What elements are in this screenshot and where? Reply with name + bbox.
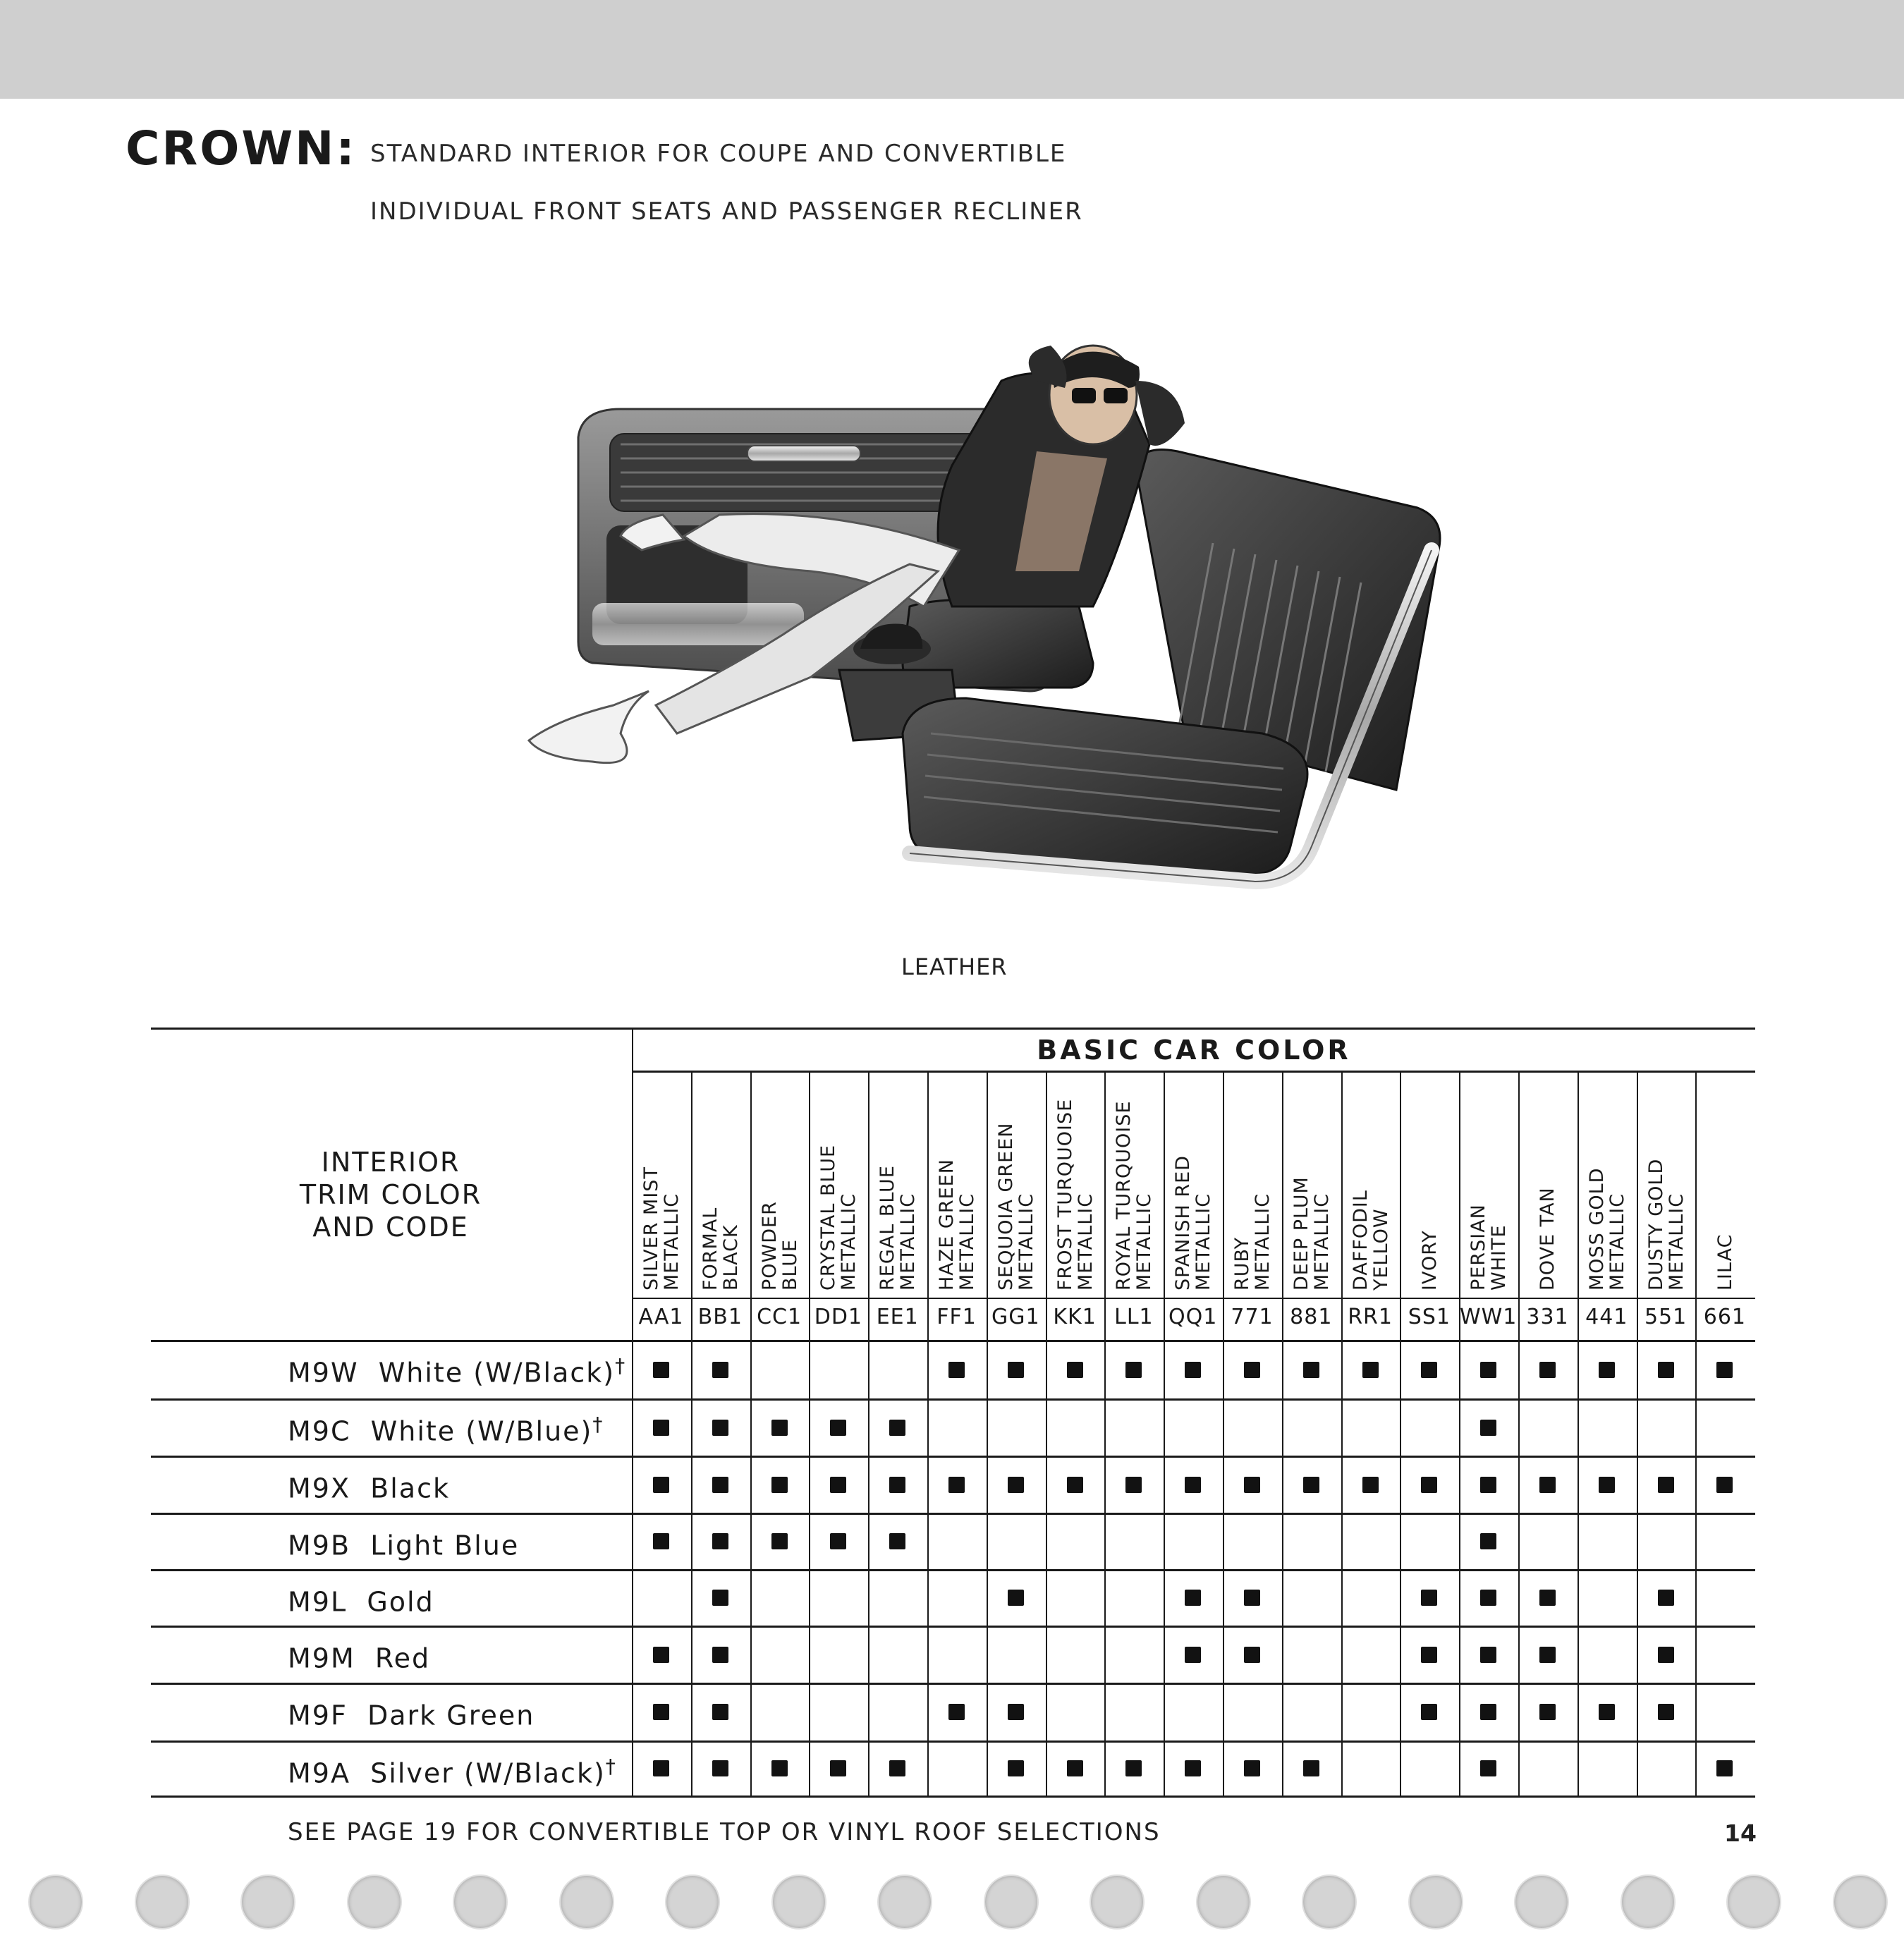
column-header-color-name <box>1646 1159 1687 1291</box>
binder-hole <box>28 1874 83 1929</box>
availability-mark <box>948 1704 965 1720</box>
table-rule <box>151 1513 1755 1515</box>
availability-mark <box>948 1362 965 1378</box>
availability-mark <box>1008 1590 1024 1606</box>
availability-mark <box>712 1362 728 1378</box>
availability-mark <box>1244 1362 1260 1378</box>
column-color-code: CC1 <box>757 1305 803 1329</box>
column-header-line: CRYSTAL BLUE <box>817 1144 840 1291</box>
column-header-color-name <box>996 1123 1037 1291</box>
binder-hole <box>240 1874 295 1929</box>
table-column-rule <box>868 1071 869 1796</box>
binder-hole <box>771 1874 826 1929</box>
availability-mark <box>712 1760 728 1776</box>
binder-hole <box>1408 1874 1463 1929</box>
column-header-line: REGAL BLUE <box>877 1165 899 1291</box>
column-header-color-name <box>1537 1187 1558 1291</box>
column-header-line: BLACK <box>719 1224 742 1291</box>
availability-mark <box>1067 1477 1083 1493</box>
trim-name: Red <box>374 1642 431 1674</box>
column-header-color-name <box>818 1145 859 1291</box>
binder-hole <box>1090 1874 1145 1929</box>
column-header-line: METALLIC <box>1665 1193 1688 1291</box>
availability-mark <box>1421 1477 1437 1493</box>
availability-mark <box>771 1533 788 1549</box>
availability-mark <box>1599 1704 1615 1720</box>
binder-hole <box>1621 1874 1676 1929</box>
availability-mark <box>771 1420 788 1436</box>
availability-mark <box>1480 1590 1496 1606</box>
column-header-color-name <box>1173 1155 1214 1291</box>
availability-mark <box>1421 1590 1437 1606</box>
column-header-line: LILAC <box>1714 1233 1736 1291</box>
table-rule <box>151 1683 1755 1685</box>
table-column-rule <box>1282 1071 1283 1796</box>
column-header-color-name <box>1715 1233 1735 1291</box>
binder-hole <box>1196 1874 1251 1929</box>
availability-mark <box>1480 1704 1496 1720</box>
availability-mark <box>712 1533 728 1549</box>
availability-mark <box>1185 1362 1201 1378</box>
table-column-rule <box>927 1071 929 1796</box>
table-column-rule <box>1695 1071 1697 1796</box>
availability-mark <box>1303 1362 1319 1378</box>
availability-mark <box>1658 1590 1674 1606</box>
column-header-color-name <box>700 1207 741 1291</box>
availability-mark <box>889 1760 905 1776</box>
column-color-code: 551 <box>1644 1305 1688 1329</box>
column-color-code: QQ1 <box>1168 1305 1218 1329</box>
column-header-line: MOSS GOLD <box>1585 1167 1608 1291</box>
top-gray-band <box>0 0 1904 99</box>
table-column-rule <box>987 1071 988 1796</box>
trim-code: M9C <box>288 1415 351 1447</box>
column-color-code: BB1 <box>697 1305 743 1329</box>
availability-mark <box>1244 1647 1260 1663</box>
column-header-line: ROYAL TURQUOISE <box>1113 1100 1135 1291</box>
availability-mark <box>830 1420 846 1436</box>
column-color-code: DD1 <box>814 1305 863 1329</box>
trim-name: White (W/Black) <box>378 1357 616 1389</box>
trim-header-line: AND CODE <box>312 1212 469 1243</box>
availability-mark <box>1480 1647 1496 1663</box>
availability-mark <box>1008 1477 1024 1493</box>
availability-mark <box>1480 1477 1496 1493</box>
dagger-footnote-mark: † <box>592 1413 604 1436</box>
binder-hole <box>347 1874 402 1929</box>
column-header-color-name <box>1587 1168 1628 1291</box>
availability-mark <box>1362 1362 1379 1378</box>
column-color-code: 881 <box>1290 1305 1333 1329</box>
binder-hole <box>135 1874 190 1929</box>
trim-header-line: INTERIOR <box>321 1147 460 1178</box>
table-column-rule <box>1459 1071 1460 1796</box>
availability-mark <box>948 1477 965 1493</box>
availability-mark <box>1716 1477 1733 1493</box>
column-header-line: METALLIC <box>1251 1193 1274 1291</box>
column-color-code: LL1 <box>1114 1305 1154 1329</box>
trim-header-line: TRIM COLOR <box>299 1179 482 1210</box>
column-header-line: SEQUOIA GREEN <box>994 1122 1017 1291</box>
column-color-code: KK1 <box>1053 1305 1097 1329</box>
availability-mark <box>830 1533 846 1549</box>
availability-mark <box>1125 1477 1142 1493</box>
page-number: 14 <box>1724 1819 1757 1847</box>
availability-mark <box>1658 1647 1674 1663</box>
availability-mark <box>712 1704 728 1720</box>
column-header-line: DAFFODIL <box>1349 1190 1372 1291</box>
column-color-code: 441 <box>1585 1305 1628 1329</box>
table-column-rule <box>632 1028 633 1796</box>
column-header-line: METALLIC <box>1074 1193 1097 1291</box>
binder-hole <box>665 1874 720 1929</box>
table-row-trim-label <box>288 1583 434 1618</box>
subtitle-line-2: INDIVIDUAL FRONT SEATS AND PASSENGER RECLINER <box>370 197 1083 226</box>
trim-code: M9X <box>288 1473 350 1504</box>
availability-mark <box>1421 1704 1437 1720</box>
availability-mark <box>1716 1760 1733 1776</box>
availability-mark <box>1244 1760 1260 1776</box>
binder-hole <box>877 1874 932 1929</box>
trim-name: Black <box>370 1473 450 1504</box>
availability-mark <box>653 1362 669 1378</box>
column-header-color-name <box>877 1165 918 1291</box>
availability-mark <box>830 1477 846 1493</box>
table-column-rule <box>1518 1071 1520 1796</box>
trim-code: M9B <box>288 1530 351 1561</box>
availability-mark <box>1185 1477 1201 1493</box>
table-column-rule <box>1046 1071 1047 1796</box>
column-header-line: BLUE <box>779 1238 801 1291</box>
trim-name: Light Blue <box>370 1530 520 1561</box>
trim-code: M9M <box>288 1642 355 1674</box>
availability-mark <box>1658 1362 1674 1378</box>
table-row-trim-label <box>288 1470 450 1504</box>
column-header-line: FORMAL <box>699 1207 721 1291</box>
interior-trim-header <box>151 1146 630 1243</box>
column-header-color-name <box>759 1201 800 1291</box>
availability-mark <box>889 1533 905 1549</box>
availability-mark <box>1539 1704 1556 1720</box>
availability-mark <box>1658 1704 1674 1720</box>
man-reclining-in-car-seat-illustration <box>416 339 1467 945</box>
brand-title: CROWN: <box>126 121 357 176</box>
availability-mark <box>1480 1362 1496 1378</box>
availability-mark <box>653 1647 669 1663</box>
column-header-line: DOVE TAN <box>1537 1187 1559 1291</box>
column-color-code: 771 <box>1231 1305 1274 1329</box>
column-header-color-name <box>1113 1101 1154 1291</box>
table-rule <box>151 1569 1755 1571</box>
trim-code: M9F <box>288 1700 348 1731</box>
column-color-code: RR1 <box>1348 1305 1393 1329</box>
column-header-line: METALLIC <box>838 1193 860 1291</box>
availability-mark <box>653 1477 669 1493</box>
availability-mark <box>1008 1704 1024 1720</box>
column-header-line: METALLIC <box>660 1193 683 1291</box>
column-header-line: METALLIC <box>1015 1193 1037 1291</box>
column-header-color-name <box>1055 1099 1096 1291</box>
column-header-line: YELLOW <box>1369 1208 1392 1291</box>
table-rule <box>151 1340 1755 1342</box>
availability-mark <box>1303 1760 1319 1776</box>
basic-car-color-title: BASIC CAR COLOR <box>1037 1035 1351 1066</box>
column-header-line: DEEP PLUM <box>1290 1176 1312 1291</box>
column-header-line: IVORY <box>1418 1230 1441 1291</box>
column-header-line: METALLIC <box>1310 1193 1333 1291</box>
availability-mark <box>712 1420 728 1436</box>
table-column-rule <box>1400 1071 1401 1796</box>
column-header-color-name <box>641 1166 682 1291</box>
trim-code: M9W <box>288 1357 359 1389</box>
table-row-trim-label <box>288 1413 604 1447</box>
table-rule <box>151 1740 1755 1743</box>
availability-mark <box>771 1760 788 1776</box>
table-column-rule <box>1223 1071 1224 1796</box>
column-header-line: SPANISH RED <box>1172 1155 1195 1291</box>
binder-hole <box>984 1874 1039 1929</box>
table-rule <box>151 1456 1755 1458</box>
table-column-rule <box>1341 1071 1343 1796</box>
table-rule <box>632 1298 1755 1299</box>
column-header-line: POWDER <box>758 1201 781 1291</box>
binder-hole <box>1514 1874 1569 1929</box>
availability-mark <box>712 1590 728 1606</box>
column-header-color-name <box>1468 1204 1509 1291</box>
availability-mark <box>1539 1647 1556 1663</box>
illustration-caption: LEATHER <box>901 953 1008 980</box>
table-column-rule <box>1637 1071 1638 1796</box>
column-header-line: FROST TURQUOISE <box>1054 1098 1076 1291</box>
availability-mark <box>1185 1590 1201 1606</box>
availability-mark <box>1421 1647 1437 1663</box>
availability-mark <box>1067 1760 1083 1776</box>
column-header-line: RUBY <box>1231 1236 1253 1291</box>
column-header-color-name <box>1232 1193 1273 1291</box>
binder-hole <box>559 1874 614 1929</box>
availability-mark <box>1480 1420 1496 1436</box>
availability-mark <box>1480 1760 1496 1776</box>
column-color-code: 331 <box>1526 1305 1569 1329</box>
trim-code: M9A <box>288 1757 350 1789</box>
availability-mark <box>1125 1760 1142 1776</box>
column-header-line: SILVER MIST <box>640 1166 662 1291</box>
availability-mark <box>653 1760 669 1776</box>
availability-mark <box>1716 1362 1733 1378</box>
table-row-trim-label <box>288 1354 626 1389</box>
column-header-color-name <box>1350 1190 1391 1291</box>
availability-mark <box>1539 1362 1556 1378</box>
availability-mark <box>1244 1590 1260 1606</box>
availability-mark <box>1362 1477 1379 1493</box>
binder-hole <box>1833 1874 1888 1929</box>
availability-mark <box>1599 1362 1615 1378</box>
table-rule <box>151 1028 1755 1030</box>
availability-mark <box>1539 1477 1556 1493</box>
column-header-line: METALLIC <box>956 1193 978 1291</box>
table-row-trim-label <box>288 1640 430 1674</box>
column-color-code: 661 <box>1703 1305 1747 1329</box>
availability-mark <box>1421 1362 1437 1378</box>
trim-name: Dark Green <box>367 1700 535 1731</box>
column-header-color-name <box>1291 1176 1332 1291</box>
column-color-code: AA1 <box>638 1305 684 1329</box>
availability-mark <box>830 1760 846 1776</box>
binder-hole <box>1302 1874 1357 1929</box>
column-header-line: METALLIC <box>1192 1193 1215 1291</box>
availability-mark <box>712 1647 728 1663</box>
column-header-line: WHITE <box>1488 1224 1511 1291</box>
table-rule <box>151 1796 1755 1798</box>
availability-mark <box>889 1420 905 1436</box>
trim-code: M9L <box>288 1586 348 1618</box>
convertible-top-note: SEE PAGE 19 FOR CONVERTIBLE TOP OR VINYL ROOF SELECTIONS <box>288 1818 1161 1846</box>
binder-holes <box>0 1862 1904 1939</box>
availability-mark <box>1599 1477 1615 1493</box>
table-column-rule <box>1104 1071 1106 1796</box>
table-rule <box>151 1398 1755 1401</box>
availability-mark <box>1303 1477 1319 1493</box>
availability-mark <box>771 1477 788 1493</box>
availability-mark <box>1008 1760 1024 1776</box>
column-header-line: METALLIC <box>897 1193 920 1291</box>
availability-mark <box>1658 1477 1674 1493</box>
availability-mark <box>1185 1760 1201 1776</box>
column-header-line: METALLIC <box>1133 1193 1156 1291</box>
trim-name: Gold <box>367 1586 434 1618</box>
binder-hole <box>453 1874 508 1929</box>
table-column-rule <box>1577 1071 1579 1796</box>
column-color-code: EE1 <box>876 1305 919 1329</box>
column-color-code: FF1 <box>936 1305 977 1329</box>
trim-name: White (W/Blue) <box>370 1415 593 1447</box>
availability-mark <box>1125 1362 1142 1378</box>
trim-name: Silver (W/Black) <box>370 1757 606 1789</box>
availability-mark <box>1480 1533 1496 1549</box>
table-rule <box>632 1071 1755 1073</box>
column-color-code: SS1 <box>1408 1305 1451 1329</box>
column-header-line: DUSTY GOLD <box>1644 1158 1667 1291</box>
availability-mark <box>1539 1590 1556 1606</box>
column-header-line: METALLIC <box>1606 1193 1628 1291</box>
dagger-footnote-mark: † <box>615 1354 627 1377</box>
table-column-rule <box>750 1071 752 1796</box>
column-color-code: WW1 <box>1459 1305 1518 1329</box>
table-column-rule <box>809 1071 810 1796</box>
table-row-trim-label <box>288 1697 535 1731</box>
availability-mark <box>653 1704 669 1720</box>
table-row-trim-label <box>288 1755 617 1789</box>
availability-mark <box>653 1420 669 1436</box>
table-column-rule <box>691 1071 692 1796</box>
column-header-line: PERSIAN <box>1467 1204 1490 1291</box>
subtitle-line-1: STANDARD INTERIOR FOR COUPE AND CONVERTIBLE <box>370 140 1067 168</box>
column-header-color-name <box>1420 1230 1440 1291</box>
availability-mark <box>1185 1647 1201 1663</box>
binder-hole <box>1726 1874 1781 1929</box>
availability-mark <box>653 1533 669 1549</box>
availability-mark <box>1244 1477 1260 1493</box>
dagger-footnote-mark: † <box>605 1755 617 1778</box>
table-row-trim-label <box>288 1527 519 1561</box>
availability-mark <box>1008 1362 1024 1378</box>
table-rule <box>151 1626 1755 1628</box>
availability-mark <box>712 1477 728 1493</box>
column-header-line: HAZE GREEN <box>935 1159 958 1291</box>
availability-mark <box>1067 1362 1083 1378</box>
column-header-color-name <box>936 1159 977 1291</box>
availability-mark <box>889 1477 905 1493</box>
table-column-rule <box>1164 1071 1165 1796</box>
column-color-code: GG1 <box>991 1305 1040 1329</box>
